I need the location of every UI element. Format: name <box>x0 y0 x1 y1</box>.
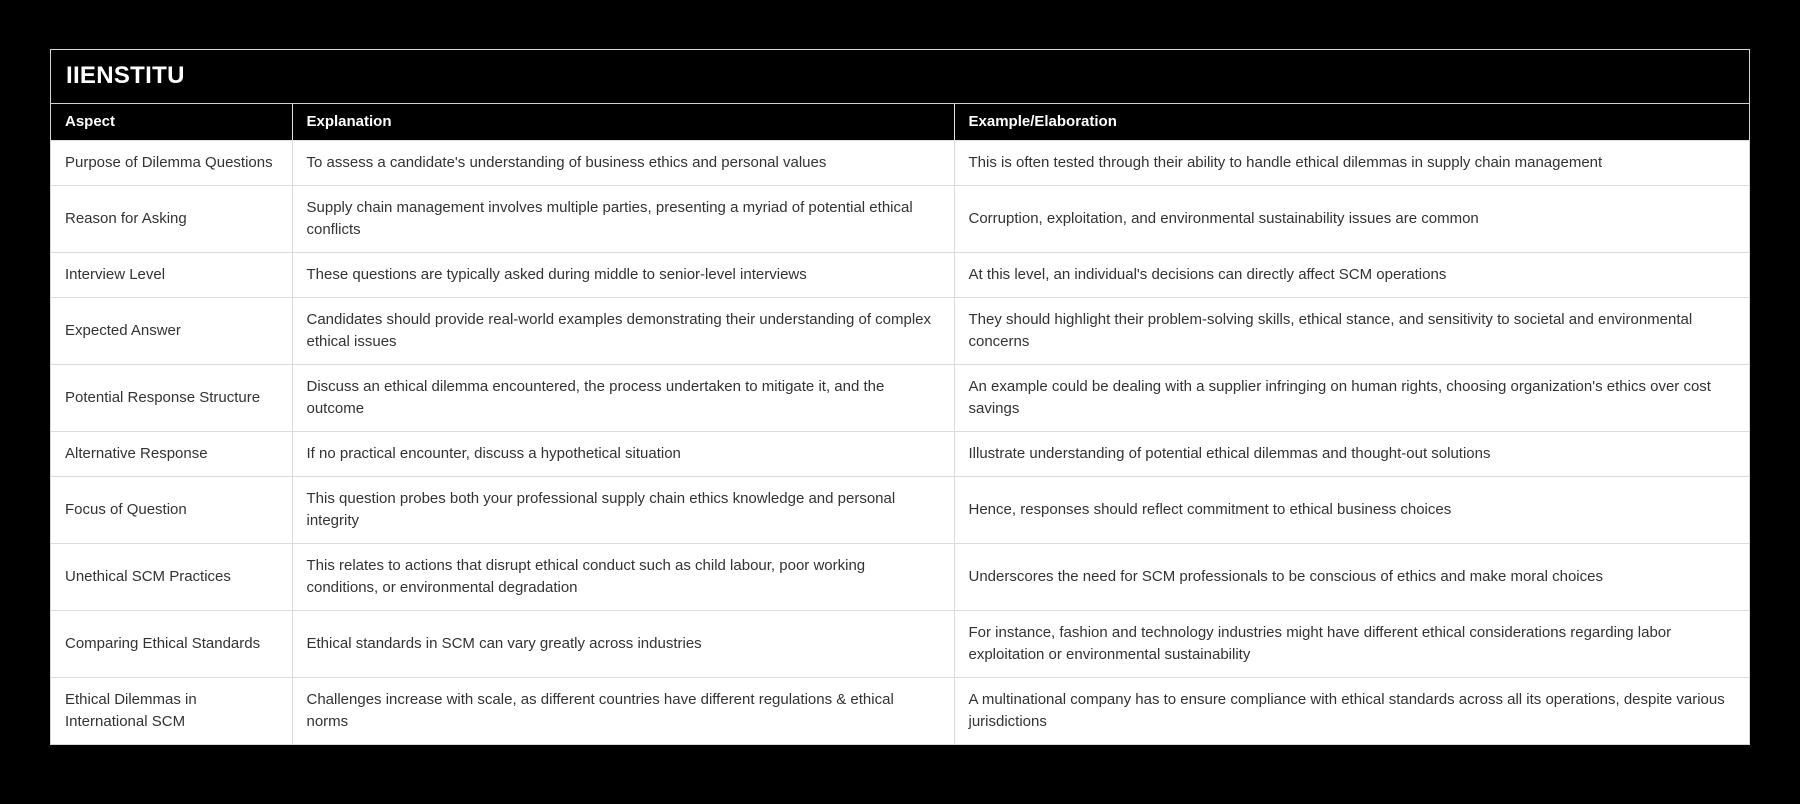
cell-example: They should highlight their problem-solving skills, ethical stance, and sensitivity to societal and environmental concerns <box>954 298 1749 365</box>
cell-aspect: Interview Level <box>51 253 292 298</box>
table-row <box>51 141 1749 186</box>
cell-explanation: Candidates should provide real-world examples demonstrating their understanding of complex ethical issues <box>292 298 954 365</box>
table-row <box>51 365 1749 432</box>
ethics-table <box>51 104 1749 744</box>
cell-aspect: Reason for Asking <box>51 186 292 253</box>
cell-explanation: This relates to actions that disrupt ethical conduct such as child labour, poor working conditions, or environmental degradation <box>292 544 954 611</box>
cell-explanation: Challenges increase with scale, as different countries have different regulations & ethical norms <box>292 678 954 745</box>
column-header-example: Example/Elaboration <box>954 104 1749 141</box>
cell-explanation: Discuss an ethical dilemma encountered, the process undertaken to mitigate it, and the outcome <box>292 365 954 432</box>
table-row <box>51 544 1749 611</box>
cell-example: For instance, fashion and technology industries might have different ethical considerations regarding labor exploitation or environmental sustainability <box>954 611 1749 678</box>
cell-explanation: If no practical encounter, discuss a hypothetical situation <box>292 432 954 477</box>
cell-aspect: Expected Answer <box>51 298 292 365</box>
ethics-table-card <box>50 49 1750 745</box>
cell-explanation: These questions are typically asked during middle to senior-level interviews <box>292 253 954 298</box>
cell-explanation: Supply chain management involves multiple parties, presenting a myriad of potential ethical conflicts <box>292 186 954 253</box>
column-header-explanation: Explanation <box>292 104 954 141</box>
table-row <box>51 611 1749 678</box>
cell-example: Underscores the need for SCM professionals to be conscious of ethics and make moral choices <box>954 544 1749 611</box>
cell-explanation: To assess a candidate's understanding of business ethics and personal values <box>292 141 954 186</box>
cell-aspect: Ethical Dilemmas in International SCM <box>51 678 292 745</box>
cell-aspect: Alternative Response <box>51 432 292 477</box>
table-row <box>51 678 1749 745</box>
cell-explanation: This question probes both your professional supply chain ethics knowledge and personal integrity <box>292 477 954 544</box>
cell-aspect: Comparing Ethical Standards <box>51 611 292 678</box>
cell-aspect: Focus of Question <box>51 477 292 544</box>
cell-example: This is often tested through their ability to handle ethical dilemmas in supply chain management <box>954 141 1749 186</box>
cell-aspect: Potential Response Structure <box>51 365 292 432</box>
table-row <box>51 432 1749 477</box>
cell-aspect: Purpose of Dilemma Questions <box>51 141 292 186</box>
cell-example: An example could be dealing with a supplier infringing on human rights, choosing organization's ethics over cost savings <box>954 365 1749 432</box>
cell-example: Hence, responses should reflect commitment to ethical business choices <box>954 477 1749 544</box>
cell-aspect: Unethical SCM Practices <box>51 544 292 611</box>
cell-explanation: Ethical standards in SCM can vary greatly across industries <box>292 611 954 678</box>
table-header-row <box>51 104 1749 141</box>
cell-example: At this level, an individual's decisions can directly affect SCM operations <box>954 253 1749 298</box>
table-row <box>51 253 1749 298</box>
card-title: IIENSTITU <box>51 50 1749 104</box>
table-body <box>51 141 1749 745</box>
cell-example: Illustrate understanding of potential ethical dilemmas and thought-out solutions <box>954 432 1749 477</box>
column-header-aspect: Aspect <box>51 104 292 141</box>
table-row <box>51 298 1749 365</box>
cell-example: Corruption, exploitation, and environmental sustainability issues are common <box>954 186 1749 253</box>
table-row <box>51 186 1749 253</box>
cell-example: A multinational company has to ensure compliance with ethical standards across all its operations, despite various jurisdictions <box>954 678 1749 745</box>
table-row <box>51 477 1749 544</box>
table-header <box>51 104 1749 141</box>
